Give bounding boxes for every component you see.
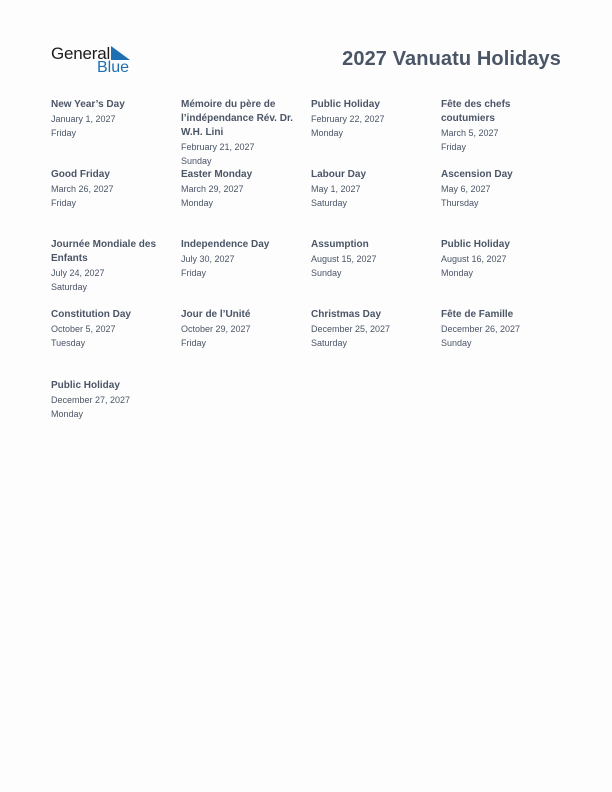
holiday-name: Jour de l’Unité (181, 309, 251, 320)
holiday-weekday: Saturday (311, 198, 348, 208)
holiday-entry (181, 98, 303, 168)
holiday-entry (311, 308, 433, 350)
holiday-name: Independence Day (181, 239, 270, 250)
holiday-name: Good Friday (51, 169, 110, 180)
holiday-weekday: Friday (181, 338, 207, 348)
holiday-date: February 22, 2027 (311, 114, 385, 124)
holiday-date: October 5, 2027 (51, 324, 116, 334)
holiday-weekday: Friday (51, 198, 77, 208)
holiday-name: Mémoire du père de l’indépendance Rév. Dr. W.H. Lini (181, 99, 294, 138)
holiday-entry (311, 168, 433, 210)
logo-word-general: General (51, 44, 111, 63)
holiday-weekday: Saturday (51, 282, 88, 292)
holiday-weekday: Monday (181, 198, 214, 208)
holiday-date: August 15, 2027 (311, 254, 377, 264)
page-title: 2027 Vanuatu Holidays (342, 48, 561, 70)
holiday-entry (181, 238, 303, 280)
holiday-entry (441, 168, 563, 210)
holiday-name: Easter Monday (181, 169, 253, 180)
holiday-weekday: Saturday (311, 338, 348, 348)
holiday-weekday: Friday (51, 128, 77, 138)
holiday-name: Fête des chefs coutumiers (441, 99, 511, 124)
holiday-entry (441, 98, 563, 154)
holiday-date: January 1, 2027 (51, 114, 116, 124)
holiday-weekday: Sunday (311, 268, 342, 278)
logo-triangle-icon (111, 46, 130, 60)
holiday-entry (51, 168, 173, 210)
holiday-entry (51, 98, 173, 140)
holiday-name: Fête de Famille (441, 309, 514, 320)
holiday-name: Labour Day (311, 169, 367, 180)
holiday-weekday: Thursday (441, 198, 479, 208)
holiday-entry (51, 238, 173, 294)
holiday-name: Public Holiday (441, 239, 510, 250)
holiday-weekday: Friday (181, 268, 207, 278)
holiday-date: May 6, 2027 (441, 184, 491, 194)
generalblue-logo (51, 44, 141, 78)
holiday-weekday: Tuesday (51, 338, 86, 348)
holiday-name: Public Holiday (311, 99, 380, 110)
holiday-date: February 21, 2027 (181, 142, 255, 152)
holiday-date: July 24, 2027 (51, 268, 105, 278)
holiday-name: New Year’s Day (51, 99, 125, 110)
holiday-entry (181, 168, 303, 210)
holiday-weekday: Sunday (441, 338, 472, 348)
holiday-name: Journée Mondiale des Enfants (51, 239, 157, 264)
logo-word-blue: Blue (97, 59, 130, 76)
holiday-weekday: Monday (311, 128, 344, 138)
holiday-date: August 16, 2027 (441, 254, 507, 264)
holiday-date: May 1, 2027 (311, 184, 361, 194)
holiday-entry (441, 308, 563, 350)
holiday-entry (311, 238, 433, 280)
holiday-name: Constitution Day (51, 309, 131, 320)
holiday-date: December 25, 2027 (311, 324, 391, 334)
holiday-name: Christmas Day (311, 309, 382, 320)
holiday-weekday: Friday (441, 142, 467, 152)
holiday-weekday: Monday (51, 409, 84, 419)
holiday-entry (311, 98, 433, 140)
holiday-date: March 29, 2027 (181, 184, 244, 194)
holiday-name: Assumption (311, 239, 369, 250)
holiday-date: July 30, 2027 (181, 254, 235, 264)
holiday-weekday: Sunday (181, 156, 212, 166)
holiday-date: March 5, 2027 (441, 128, 499, 138)
holiday-weekday: Monday (441, 268, 474, 278)
holiday-date: December 27, 2027 (51, 395, 131, 405)
holiday-name: Ascension Day (441, 169, 513, 180)
holiday-entry (51, 308, 173, 350)
holiday-date: March 26, 2027 (51, 184, 114, 194)
holiday-date: December 26, 2027 (441, 324, 521, 334)
holiday-name: Public Holiday (51, 380, 120, 391)
holiday-entry (51, 379, 173, 421)
holiday-entry (441, 238, 563, 280)
holiday-date: October 29, 2027 (181, 324, 251, 334)
holiday-entry (181, 308, 303, 350)
